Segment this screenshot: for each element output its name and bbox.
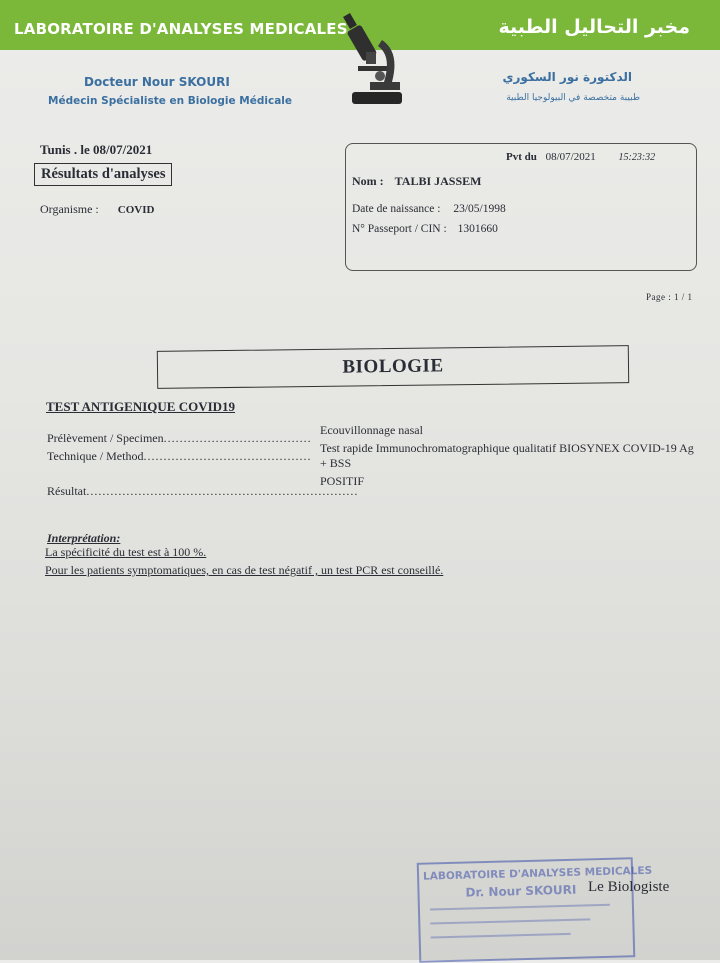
doctor-name: Docteur Nour SKOURI [84,75,230,89]
technique-label-row: Technique / Method.......................................... [47,449,312,463]
section-header-box [157,345,629,389]
name-label: Nom : [352,174,384,188]
result-label: Résultat [47,484,87,498]
page-number: Page : 1 / 1 [646,292,693,302]
stamp-text-line [430,918,590,924]
patient-name: TALBI JASSEM [394,174,482,188]
doctor-specialty-ar: طبيبة متخصصة في البيولوجيا الطبية [506,93,640,103]
lab-name-fr: LABORATOIRE D'ANALYSES MEDICALES [14,20,348,38]
organism-label: Organisme : [40,202,99,216]
stamp-doctor-name: Dr. Nour SKOURI [465,882,577,900]
section-title: BIOLOGIE [342,355,444,378]
pvt-date: 08/07/2021 [545,151,596,163]
organism-line [40,202,154,217]
organism-value: COVID [117,204,155,216]
birth-date-line [352,203,506,215]
birth-date: 23/05/1998 [453,203,506,215]
doctor-name-ar: الدكتورة نور السكوري [502,70,632,84]
patient-name-line [352,174,481,189]
result-value: POSITIF [320,474,365,488]
pvt-label: Pvt du [506,151,537,163]
sample-date-line [506,151,655,163]
specimen-label: Prélèvement / Specimen [47,431,164,445]
interpretation-line-2: Pour les patients symptomatiques, en cas de test négatif , un test PCR est conseillé. [45,563,444,577]
signature-label: Le Biologiste [588,879,670,895]
results-title: Résultats d'analyses [34,163,172,186]
doctor-specialty: Médecin Spécialiste en Biologie Médicale [48,95,293,107]
result-label-row: Résultat.................................................................... [47,484,359,498]
id-line [352,223,498,235]
stamp-text-line [430,904,610,911]
id-number: 1301660 [457,223,498,235]
id-label: N° Passeport / CIN : [352,223,447,235]
technique-label: Technique / Method [47,449,144,463]
interpretation-line-1: La spécificité du test est à 100 %. [45,545,207,559]
dob-label: Date de naissance : [352,203,441,215]
lab-stamp [417,857,653,963]
interpretation-title: Interprétation: [47,531,121,545]
lab-name-ar: مخبر التحاليل الطبية [498,16,690,38]
stamp-text-line [431,933,571,939]
test-title: TEST ANTIGENIQUE COVID19 [46,399,236,414]
microscope-icon [340,12,410,112]
stamp-lab-name: LABORATOIRE D'ANALYSES MEDICALES [422,864,653,883]
specimen-label-row: Prélèvement / Specimen..................................... [47,431,312,445]
specimen-value: Ecouvillonnage nasal [320,423,423,437]
pvt-time: 15:23:32 [618,152,656,163]
technique-value: Test rapide Immunochromatographique qualitatif BIOSYNEX COVID-19 Ag + BSS [320,441,694,470]
report-date: Tunis . le 08/07/2021 [40,142,153,157]
